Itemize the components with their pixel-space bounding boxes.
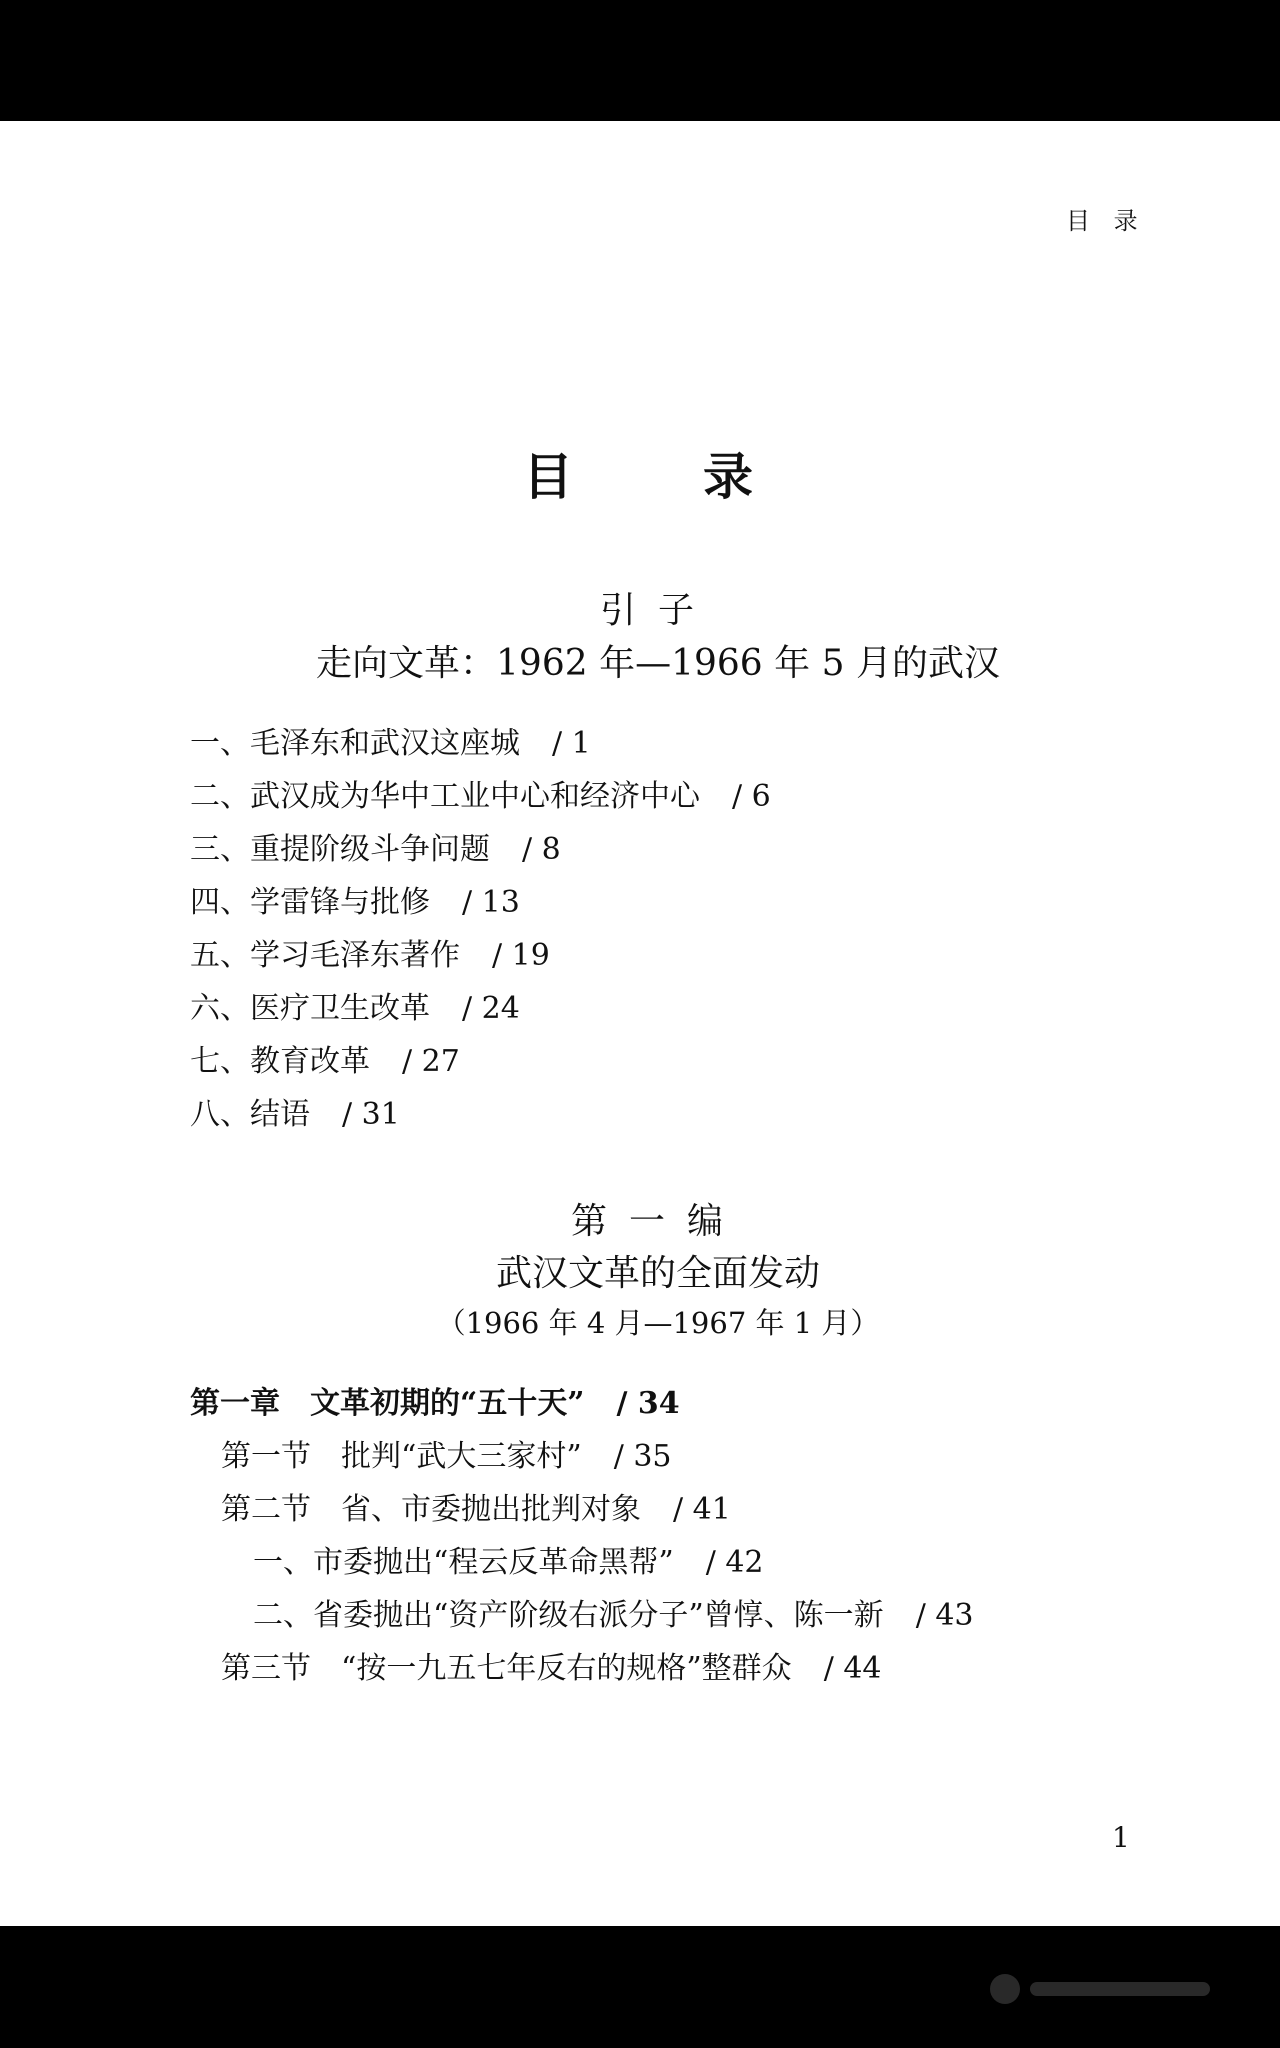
toc-entry[interactable] <box>190 983 520 1027</box>
section-label: 第三节 “按一九五七年反右的规格”整群众 <box>221 1651 792 1686</box>
section-label: 第二节 省、市委抛出批判对象 <box>221 1492 641 1527</box>
part-date-range: （1966 年 4 月—1967 年 1 月） <box>436 1306 880 1340</box>
section-label: 第一节 批判“武大三家村” <box>221 1439 582 1474</box>
chapter-label: 第一章 文革初期的“五十天” <box>190 1386 585 1421</box>
page-number: 1 <box>1112 1821 1130 1854</box>
toc-entry-page: / 13 <box>462 885 520 920</box>
subsection-label: 二、省委抛出“资产阶级右派分子”曾惇、陈一新 <box>253 1598 884 1633</box>
toc-entry-label: 八、结语 <box>190 1097 310 1132</box>
toc-entry-label: 七、教育改革 <box>190 1044 370 1079</box>
book-page <box>0 121 1280 1926</box>
chapter-entry[interactable] <box>190 1378 680 1422</box>
toc-entry-page: / 1 <box>552 726 591 761</box>
subsection-entry[interactable] <box>253 1590 974 1634</box>
toc-entry-label: 一、毛泽东和武汉这座城 <box>190 726 520 761</box>
toc-entry-label: 四、学雷锋与批修 <box>190 885 430 920</box>
part-title: 武汉文革的全面发动 <box>495 1253 820 1294</box>
watermark-logo <box>990 1965 1250 2013</box>
subsection-entry[interactable] <box>253 1537 764 1581</box>
toc-entry-page: / 19 <box>492 938 550 973</box>
toc-entry-page: / 6 <box>732 779 771 814</box>
section-entry[interactable] <box>221 1643 882 1687</box>
subsection-label: 一、市委抛出“程云反革命黑帮” <box>253 1545 674 1580</box>
subsection-page: / 42 <box>705 1545 764 1580</box>
toc-entry-label: 五、学习毛泽东著作 <box>190 938 460 973</box>
toc-entry[interactable] <box>190 877 520 921</box>
part-label: 第一编 <box>570 1201 745 1242</box>
toc-entry-page: / 27 <box>402 1044 460 1079</box>
watermark-icon <box>990 1974 1020 2004</box>
toc-entry[interactable] <box>190 1036 460 1080</box>
toc-entry-page: / 8 <box>522 832 561 867</box>
toc-entry-label: 三、重提阶级斗争问题 <box>190 832 490 867</box>
running-header: 目 录 <box>1066 207 1146 235</box>
prologue-title: 走向文革：1962 年—1966 年 5 月的武汉 <box>316 643 1000 684</box>
toc-entry[interactable] <box>190 718 591 762</box>
chapter-page: / 34 <box>616 1386 680 1421</box>
toc-entry[interactable] <box>190 930 550 974</box>
toc-entry-label: 六、医疗卫生改革 <box>190 991 430 1026</box>
section-page: / 44 <box>823 1651 882 1686</box>
section-page: / 41 <box>673 1492 731 1527</box>
subsection-page: / 43 <box>915 1598 974 1633</box>
toc-entry-page: / 24 <box>462 991 520 1026</box>
toc-entry-label: 二、武汉成为华中工业中心和经济中心 <box>190 779 700 814</box>
section-entry[interactable] <box>221 1484 731 1528</box>
toc-entry[interactable] <box>190 824 561 868</box>
section-entry[interactable] <box>221 1431 672 1475</box>
toc-entry[interactable] <box>190 1089 400 1133</box>
toc-entry[interactable] <box>190 771 771 815</box>
page-title: 目 录 <box>523 448 793 506</box>
watermark-text-shape <box>1030 1982 1210 1996</box>
toc-entry-page: / 31 <box>342 1097 400 1132</box>
section-page: / 35 <box>613 1439 672 1474</box>
top-black-bar <box>0 0 1280 121</box>
prologue-label: 引子 <box>599 590 716 631</box>
